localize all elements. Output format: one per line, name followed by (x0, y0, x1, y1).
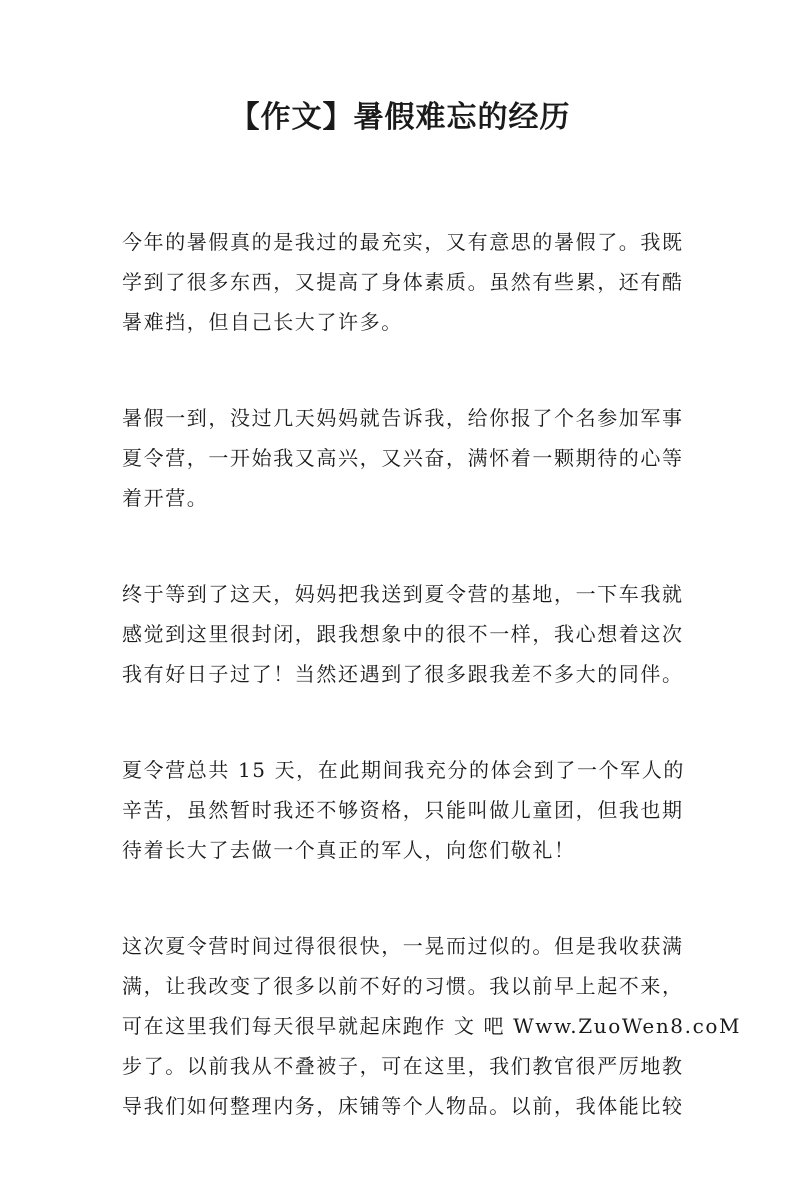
text-line: 夏令营总共 15 天，在此期间我充分的体会到了一个军人的 (122, 758, 685, 782)
text-line: 夏令营，一开始我又高兴，又兴奋，满怀着一颗期待的心等 (122, 446, 684, 470)
text-line: 暑假一到，没过几天妈妈就告诉我，给你报了个名参加军事 (122, 406, 684, 430)
text-line: 今年的暑假真的是我过的最充实，又有意思的暑假了。我既 (122, 230, 684, 254)
text-line: 学到了很多东西，又提高了身体素质。虽然有些累，还有酷 (122, 270, 684, 294)
text-line: 导我们如何整理内务，床铺等个人物品。以前，我体能比较 (122, 1094, 684, 1118)
text-line: 辛苦，虽然暂时我还不够资格，只能叫做儿童团，但我也期 (122, 798, 684, 822)
text-line: 终于等到了这天，妈妈把我送到夏令营的基地，一下车我就 (122, 582, 684, 606)
text-line: 感觉到这里很封闭，跟我想象中的很不一样，我心想着这次 (122, 622, 684, 646)
paragraph-1 (122, 222, 688, 342)
text-line: 步了。以前我从不叠被子，可在这里，我们教官很严厉地教 (122, 1054, 684, 1078)
document-title: 【作文】暑假难忘的经历 (229, 100, 571, 135)
text-line: 满，让我改变了很多以前不好的习惯。我以前早上起不来， (122, 974, 684, 998)
text-line: 暑难挡，但自己长大了许多。 (122, 310, 403, 334)
text-line: 待着长大了去做一个真正的军人，向您们敬礼！ (122, 838, 576, 862)
document-body (122, 222, 742, 1182)
text-line: 我有好日子过了！当然还遇到了很多跟我差不多大的同伴。 (122, 662, 684, 686)
paragraph-5 (122, 926, 742, 1126)
text-line: 着开营。 (122, 486, 209, 510)
text-line: 可在这里我们每天很早就起床跑作 文 吧 Www.ZuoWen8.coM (122, 1014, 742, 1038)
paragraph-4 (122, 750, 688, 870)
paragraph-3 (122, 574, 688, 694)
text-line: 这次夏令营时间过得很很快，一晃而过似的。但是我收获满 (122, 934, 684, 958)
paragraph-2 (122, 398, 688, 518)
